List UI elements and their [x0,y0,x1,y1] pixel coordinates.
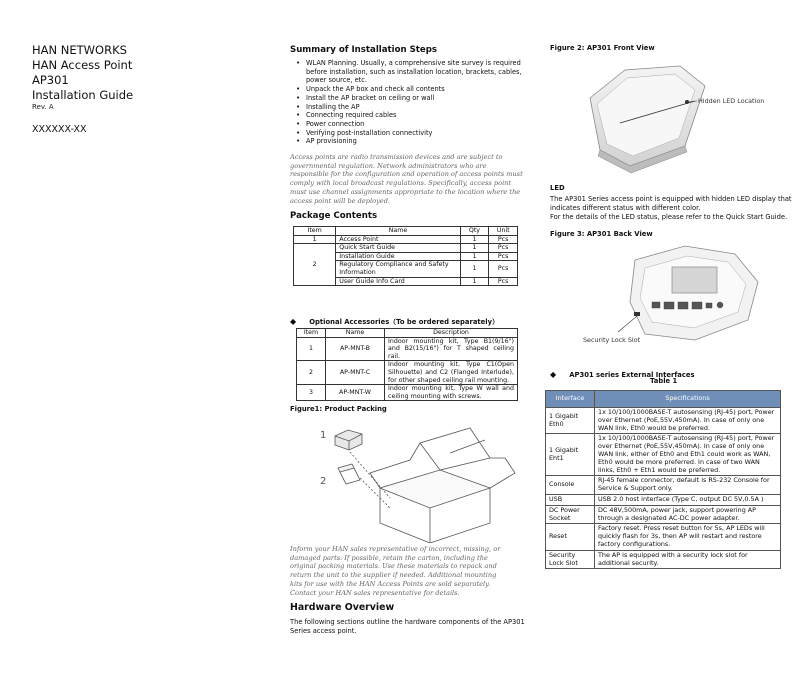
note-line: damaged parts. If possible, retain the carton, including the [290,553,488,562]
port-icon [706,303,712,308]
cell-item: 2 [294,244,336,286]
table-row [546,550,781,569]
note-line: Contact your HAN sales representative for details. [290,588,460,597]
cell-unit: Pcs [489,235,518,244]
note-line: comply with local broadcast regulations. Specifically, access point [290,179,512,188]
note-line: responsible for the configuration and operation of access points must [290,170,523,179]
cell-unit: Pcs [489,261,518,277]
cell-spec: Factory reset. Press reset button for 5s, AP LEDs will quickly flash for 3s, then AP will restart and restore factory configurations. [595,524,781,550]
note-line: Inform your HAN sales representative of incorrect, missing, or [290,545,501,553]
security-lock-callout: Security Lock Slot [583,336,641,344]
table-row [546,505,781,524]
external-interfaces-table [545,390,781,569]
note-line: must use channel assignments appropriate to the location where the [290,187,521,196]
power-socket-icon [717,302,723,308]
step-item-continued: before installation, such as installation location, brackets, cables, [306,67,522,76]
cell-name: Quick Start Guide [336,244,460,253]
cell-name: AP-MNT-B [326,337,385,361]
port-icon [678,302,688,309]
cell-unit: Pcs [489,277,518,286]
cell-spec: 1x 10/100/1000BASE-T autosensing (RJ-45) port, Power over Ethernet (PoE,55V,450mA). In case of only one WAN link, either of Eth0 and Eth1 could work as WAN, Eth0 would be more preferred. In case of two WAN links, Eth0 + Eth1 would be preferred. [595,434,781,476]
cell-name: Regulatory Compliance and Safety Information [336,261,460,277]
table-row [546,476,781,495]
cell-item: 3 [297,385,326,401]
optional-accessories-heading [290,309,499,328]
table-row [546,434,781,476]
title-line-product: HAN Access Point [32,58,133,72]
col-item: Item [294,227,336,236]
title-line-model: AP301 [32,73,69,87]
cell-interface: Reset [546,524,595,550]
cell-name: User Guide Info Card [336,277,460,286]
cell-interface: 1 Gigabit Eth0 [546,408,595,434]
note-line: access point will be deployed. [290,196,391,205]
cell-interface: DC Power Socket [546,505,595,524]
led-text [550,195,800,222]
text-line: The AP301 Series access point is equipped with hidden LED display that [550,195,792,203]
text-line: For the details of the LED status, please refer to the Quick Start Guide. [550,213,788,221]
cell-qty: 1 [460,235,489,244]
revision: Rev. A [32,103,54,111]
col-name: Name [326,329,385,338]
figure1-label-1: 1 [320,430,327,441]
step-item: • Install the AP bracket on ceiling or wall [306,94,546,103]
text-line: indicates different status with different color. [550,204,701,212]
table-row [297,385,518,401]
cell-interface: 1 Gigabit Eht1 [546,434,595,476]
table-row [546,524,781,550]
document-title [32,43,133,103]
note-line: Access points are radio transmission devices and are subject to [290,153,503,161]
diamond-bullet-icon: ◆ [290,317,297,326]
col-unit: Unit [489,227,518,236]
regulatory-note [290,153,530,205]
table-row [294,235,518,244]
hidden-led-callout: Hidden LED Location [698,97,765,105]
table-row [294,244,518,253]
ap-front-view-illustration [575,58,765,176]
cell-interface: USB [546,494,595,505]
cell-name: AP-MNT-W [326,385,385,401]
cell-spec: RJ-45 female connector, default is RS-232 Console for Service & Support only. [595,476,781,495]
cell-item: 2 [297,361,326,385]
optional-heading-text: Optional Accessories（To be ordered separately） [309,318,499,326]
cell-description: Indoor mounting kit, Type B1(9/16") and B2(15/16") for T shaped ceiling rail. [385,337,518,361]
note-line: return the unit to the supplier if needed. Additional mounting [290,571,497,580]
table-header-row [546,391,781,408]
cell-interface: Console [546,476,595,495]
port-icon [664,302,674,309]
diamond-bullet-icon: ◆ [550,370,557,379]
figure3-caption: Figure 3: AP301 Back View [550,230,653,238]
cell-interface: Security Lock Slot [546,550,595,569]
cell-item: 1 [297,337,326,361]
cell-qty: 1 [460,261,489,277]
label-plate [672,267,717,293]
step-item: • Installing the AP [306,103,546,112]
col-item: Item [297,329,326,338]
figure2-caption: Figure 2: AP301 Front View [550,44,655,52]
cell-description: Indoor mounting kit, Type C1(Open Silhouette) and C2 (Flanged Interlude), for other shaped ceiling rail mounting. [385,361,518,385]
hardware-heading: Hardware Overview [290,602,395,613]
cell-spec: DC 48V,500mA, power jack, support powering AP through a designated AC-DC power adapter. [595,505,781,524]
col-specifications: Specifications [595,391,781,408]
table-row [546,408,781,434]
cell-qty: 1 [460,277,489,286]
step-item: • Unpack the AP box and check all contents [306,85,546,94]
text-line: The following sections outline the hardware components of the AP301 [290,618,525,626]
cell-name: Access Point [336,235,460,244]
text-line: Series access point. [290,627,357,635]
title-line-guide: Installation Guide [32,88,134,102]
table-row [297,361,518,385]
cell-spec: The AP is equipped with a security lock slot for additional security. [595,550,781,569]
col-qty: Qty [460,227,489,236]
table1-title: Table 1 [650,377,678,385]
col-name: Name [336,227,460,236]
led-heading: LED [550,184,565,192]
security-lock-slot [634,312,640,316]
interfaces-heading-text: AP301 series External Interfaces [569,371,695,379]
cell-spec: 1x 10/100/1000BASE-T autosensing (RJ-45) port, Power over Ethernet (PoE,55V,450mA). In case of only one WAN link, Eth0 would be preferred. [595,408,781,434]
table-header-row [297,329,518,338]
ap-back-view-illustration [590,242,765,344]
summary-heading: Summary of Installation Steps [290,45,437,55]
table-row [546,494,781,505]
step-item: • AP provisioning [306,137,546,146]
cell-unit: Pcs [489,244,518,253]
figure1-label-2: 2 [320,476,327,487]
product-packing-illustration [300,418,525,543]
step-item: • Verifying post-installation connectivity [306,129,546,138]
cell-description: Indoor mounting kit, Type W wall and ceiling mounting with screws. [385,385,518,401]
title-line-company: HAN NETWORKS [32,43,127,57]
cell-name: Installation Guide [336,252,460,261]
note-line: kits for use with the HAN Access Points are sold separately. [290,579,491,588]
hardware-text [290,618,530,636]
step-item-continued: power source, etc. [306,76,367,85]
cell-qty: 1 [460,244,489,253]
optional-accessories-table [296,328,518,401]
cell-name: AP-MNT-C [326,361,385,385]
table-row [297,337,518,361]
table-header-row [294,227,518,236]
part-number: XXXXXX-XX [32,124,87,135]
step-item: • WLAN Planning. Usually, a comprehensive site survey is required [306,59,546,68]
col-interface: Interface [546,391,595,408]
note-line: governmental regulation. Network administrators who are [290,161,487,170]
packing-note [290,545,530,597]
cell-spec: USB 2.0 host interface (Type C, output DC 5V,0.5A ) [595,494,781,505]
package-contents-table [293,226,518,286]
step-item: • Power connection [306,120,546,129]
cell-item: 1 [294,235,336,244]
cell-qty: 1 [460,252,489,261]
step-item: • Connecting required cables [306,111,546,120]
port-icon [692,302,702,309]
port-icon [652,302,660,308]
figure1-caption: Figure1: Product Packing [290,405,387,413]
install-steps-list [291,59,546,146]
note-line: original packing materials. Use these materials to repack and [290,562,497,571]
col-description: Description [385,329,518,338]
cell-unit: Pcs [489,252,518,261]
package-heading: Package Contents [290,211,378,221]
